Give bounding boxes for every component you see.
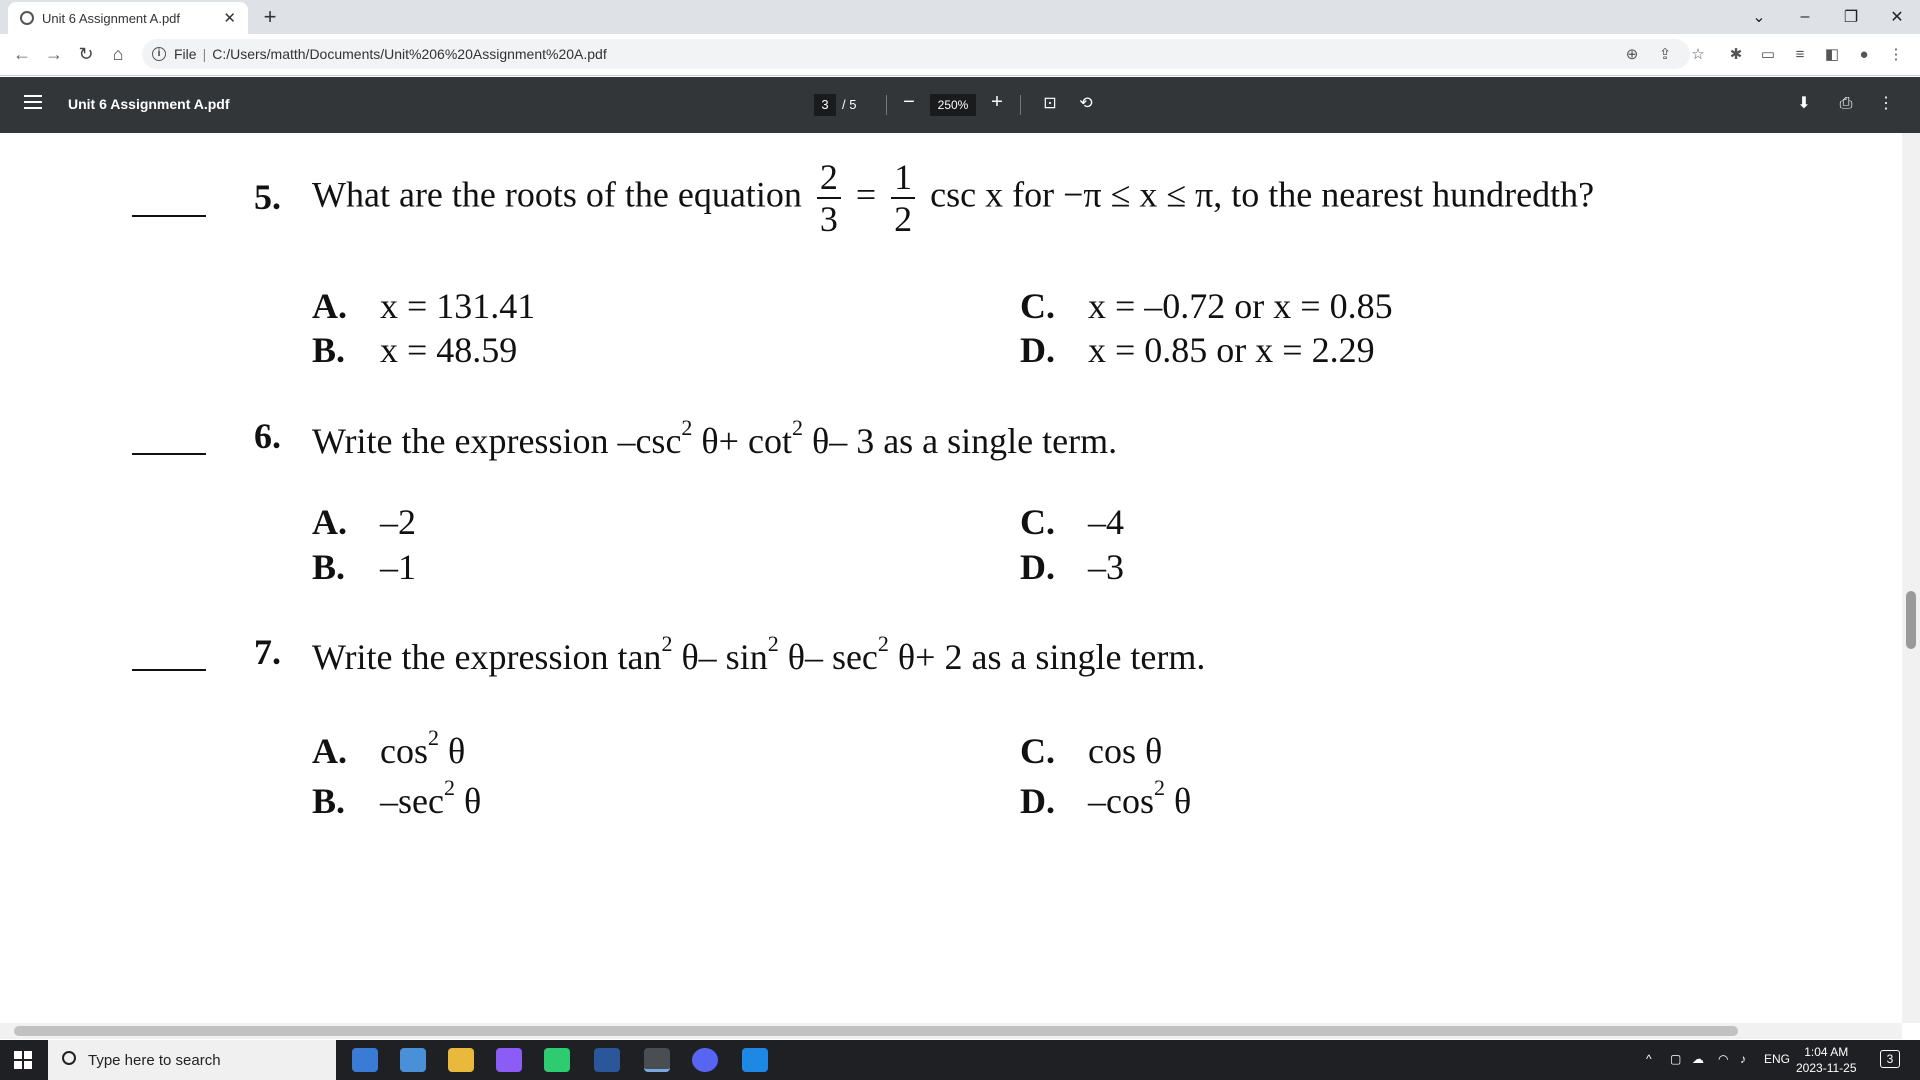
- toolbar-divider: [1020, 95, 1021, 115]
- option-b: B. x = 48.59: [312, 330, 518, 370]
- taskbar-search-box[interactable]: [48, 1040, 336, 1080]
- input-language[interactable]: ENG: [1764, 1052, 1791, 1066]
- answer-blank-q6: [132, 453, 206, 455]
- info-icon[interactable]: i: [152, 47, 166, 61]
- system-clock[interactable]: [1796, 1044, 1857, 1076]
- option-d: D. x = 0.85 or x = 2.29: [1020, 330, 1375, 370]
- clock-date: 2023-11-25: [1796, 1061, 1857, 1075]
- onedrive-icon[interactable]: ☁: [1692, 1052, 1704, 1066]
- profile-avatar[interactable]: ●: [1859, 46, 1869, 63]
- reload-button[interactable]: ↻: [78, 44, 94, 64]
- question-text-end: csc x for −π ≤ x ≤ π, to the nearest hundredth?: [930, 174, 1595, 215]
- fraction-one-half: [891, 159, 915, 237]
- tab-strip: [0, 0, 1920, 34]
- close-window-button[interactable]: ✕: [1890, 9, 1904, 26]
- toolbar-divider: [886, 95, 887, 115]
- reading-list-icon[interactable]: ≡: [1795, 46, 1805, 63]
- page-number-input[interactable]: 3: [814, 94, 836, 116]
- notification-count: 3: [1886, 1052, 1894, 1066]
- share-icon[interactable]: ⇪: [1658, 46, 1672, 63]
- file-explorer-icon[interactable]: [448, 1048, 474, 1072]
- option-b: B. $-\sec^2$ θ: [312, 775, 482, 821]
- url-scheme: File: [174, 46, 197, 62]
- meet-now-icon[interactable]: ▢: [1670, 1052, 1682, 1066]
- back-button[interactable]: ←: [13, 44, 31, 64]
- option-d: D. $-\cos^2$ θ: [1020, 775, 1192, 821]
- vertical-scroll-thumb[interactable]: [1906, 591, 1916, 649]
- search-icon: [62, 1051, 76, 1065]
- globe-icon: [20, 11, 34, 25]
- zoom-out-button[interactable]: −: [903, 91, 915, 113]
- fraction-denominator: 2: [894, 199, 913, 239]
- fraction-two-thirds: [817, 159, 841, 237]
- bookmark-star-icon[interactable]: ☆: [1691, 46, 1705, 63]
- menu-icon[interactable]: [24, 95, 42, 109]
- fraction-denominator: 3: [819, 199, 838, 239]
- horizontal-scroll-thumb[interactable]: [14, 1026, 1738, 1036]
- pdf-toolbar: [0, 77, 1920, 133]
- option-b: B. –1: [312, 547, 416, 587]
- word-icon[interactable]: [594, 1048, 620, 1072]
- cortana-app-icon[interactable]: [352, 1048, 378, 1072]
- url-text: C:/Users/matth/Documents/Unit%206%20Assignment%20A.pdf: [212, 46, 607, 62]
- option-d: D. –3: [1020, 547, 1124, 587]
- chrome-icon[interactable]: [644, 1048, 670, 1072]
- fit-to-page-icon[interactable]: ⊡: [1043, 95, 1057, 112]
- tab-search-icon[interactable]: ⌄: [1752, 9, 1766, 26]
- question-number: 7.: [254, 632, 281, 672]
- option-a: A. –2: [312, 502, 416, 542]
- search-placeholder: Type here to search: [88, 1051, 221, 1069]
- fraction-numerator: 2: [817, 159, 841, 199]
- address-bar-row: [0, 34, 1920, 76]
- restore-button[interactable]: ❐: [1843, 9, 1859, 26]
- play-app-icon[interactable]: [544, 1048, 570, 1072]
- zoom-icon[interactable]: ⊕: [1625, 46, 1639, 63]
- horizontal-scrollbar[interactable]: [0, 1023, 1902, 1039]
- vertical-scrollbar[interactable]: [1902, 133, 1920, 1023]
- zoom-in-button[interactable]: +: [991, 91, 1003, 113]
- side-panel-icon[interactable]: ◧: [1824, 46, 1840, 63]
- discord-icon[interactable]: [692, 1048, 718, 1072]
- task-view-icon[interactable]: [400, 1048, 426, 1072]
- more-actions-icon[interactable]: ⋮: [1878, 95, 1894, 112]
- home-button[interactable]: ⌂: [112, 44, 124, 64]
- print-icon[interactable]: ⎙: [1839, 95, 1853, 112]
- option-c: C. x = –0.72 or x = 0.85: [1020, 286, 1393, 326]
- new-tab-button[interactable]: +: [263, 4, 277, 29]
- volume-icon[interactable]: ♪: [1740, 1052, 1746, 1066]
- browser-tab[interactable]: [8, 2, 248, 34]
- minimize-button[interactable]: –: [1800, 8, 1810, 25]
- close-tab-icon[interactable]: ✕: [223, 10, 236, 27]
- paint-app-icon[interactable]: [742, 1048, 768, 1072]
- clock-time: 1:04 AM: [1804, 1045, 1849, 1059]
- question-text: Write the expression $\tan^2 \theta-$ $\sin^2 \theta-$ $\sec^2 \theta+ 2$ as a single term.: [312, 631, 1206, 677]
- url-separator: |: [202, 46, 207, 62]
- app-icon[interactable]: [496, 1048, 522, 1072]
- pdf-title: Unit 6 Assignment A.pdf: [68, 96, 230, 112]
- forward-button[interactable]: →: [45, 44, 63, 64]
- omnibox[interactable]: [142, 39, 1690, 69]
- option-c: C. cos θ: [1020, 731, 1163, 771]
- option-c: C. –4: [1020, 502, 1124, 542]
- equals-sign: =: [855, 174, 877, 215]
- download-icon[interactable]: ⬇: [1797, 95, 1811, 112]
- notifications-icon[interactable]: [1880, 1050, 1900, 1068]
- question-text: [312, 159, 1594, 237]
- show-hidden-icons-icon[interactable]: ^: [1646, 1052, 1652, 1066]
- question-text-start: What are the roots of the equation: [312, 174, 802, 215]
- browser-menu-icon[interactable]: ⋮: [1888, 46, 1904, 63]
- zoom-level-input[interactable]: 250%: [930, 94, 976, 116]
- wifi-icon[interactable]: ◠: [1718, 1052, 1729, 1066]
- extensions-icon[interactable]: ✱: [1729, 46, 1743, 63]
- fraction-numerator: 1: [891, 159, 915, 199]
- page-total: / 5: [842, 97, 857, 112]
- option-a: A. $\cos^2 \theta$: [312, 725, 466, 771]
- cast-icon[interactable]: ▭: [1760, 46, 1776, 63]
- answer-blank-q5: [132, 215, 206, 217]
- answer-blank-q7: [132, 669, 206, 671]
- question-number: 5.: [254, 177, 281, 217]
- rotate-icon[interactable]: ⟲: [1079, 95, 1093, 112]
- option-a: A. x = 131.41: [312, 286, 536, 326]
- windows-start-icon[interactable]: [14, 1051, 32, 1069]
- question-number: 6.: [254, 416, 281, 456]
- pdf-page: [12, 133, 1902, 1023]
- question-text: Write the expression $-\csc^2$ $\theta+ \cot^2 \theta-$ 3 as a single term.: [312, 415, 1118, 461]
- tab-title: Unit 6 Assignment A.pdf: [42, 10, 181, 26]
- taskbar: [0, 1040, 1920, 1080]
